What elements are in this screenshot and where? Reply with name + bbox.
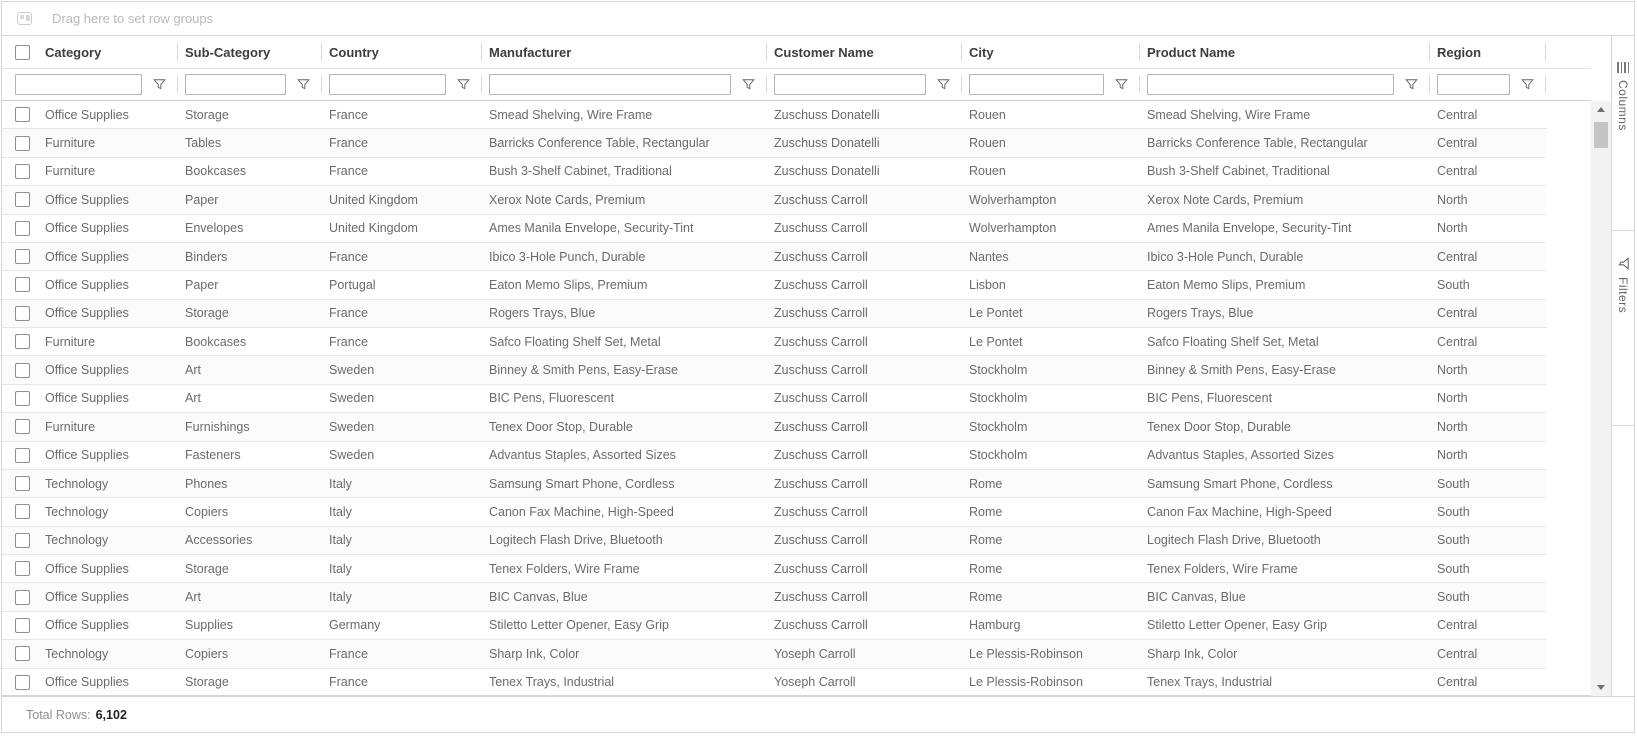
cell-city: Le Pontet — [969, 306, 1023, 321]
cell-customer-name: Yoseph Carroll — [774, 646, 856, 661]
cell-customer-name: Zuschuss Carroll — [774, 533, 868, 548]
cell-category — [2, 334, 178, 349]
filter-cell-sub-category — [178, 69, 322, 100]
floating-filter-row — [2, 69, 1591, 101]
cell-city: Stockholm — [969, 419, 1028, 434]
cell-category — [2, 391, 178, 406]
table-row[interactable] — [2, 583, 1546, 611]
cell-country: Sweden — [329, 419, 375, 434]
scroll-down-button[interactable] — [1591, 679, 1611, 696]
table-row[interactable] — [2, 158, 1546, 186]
cell-category — [2, 448, 178, 463]
cell-city: Hamburg — [969, 618, 1021, 633]
cell-text: Office Supplies — [45, 363, 129, 378]
cell-region: Central — [1437, 334, 1478, 349]
table-row[interactable] — [2, 498, 1546, 526]
cell-country: Germany — [329, 618, 381, 633]
grid-columns-area — [2, 36, 1591, 696]
cell-city: Nantes — [969, 249, 1009, 264]
table-row[interactable] — [2, 215, 1546, 243]
cell-category — [2, 363, 178, 378]
cell-sub-category: Supplies — [185, 618, 233, 633]
cell-city: Le Plessis-Robinson — [969, 675, 1083, 690]
cell-sub-category: Storage — [185, 306, 229, 321]
table-row[interactable] — [2, 243, 1546, 271]
row-checkbox[interactable] — [15, 277, 30, 292]
cell-region: North — [1437, 192, 1468, 207]
cell-customer-name: Zuschuss Donatelli — [774, 164, 880, 179]
table-row[interactable] — [2, 356, 1546, 384]
cell-manufacturer: Safco Floating Shelf Set, Metal — [489, 334, 661, 349]
cell-manufacturer: Stiletto Letter Opener, Easy Grip — [489, 618, 669, 633]
filter-icon — [1617, 257, 1630, 270]
cell-text: Furniture — [45, 334, 96, 349]
cell-manufacturer: Tenex Door Stop, Durable — [489, 419, 633, 434]
cell-manufacturer: Canon Fax Machine, High-Speed — [489, 504, 674, 519]
cell-city: Wolverhampton — [969, 192, 1057, 207]
cell-sub-category: Storage — [185, 675, 229, 690]
table-row[interactable] — [2, 612, 1546, 640]
cell-customer-name: Zuschuss Carroll — [774, 277, 868, 292]
column-header-manufacturer[interactable] — [482, 36, 767, 68]
cell-city: Stockholm — [969, 391, 1028, 406]
filter-funnel-icon[interactable] — [1404, 78, 1418, 92]
cell-text: Furniture — [45, 136, 96, 151]
cell-category — [2, 221, 178, 236]
filter-funnel-icon[interactable] — [456, 78, 470, 92]
cell-sub-category: Fasteners — [185, 448, 241, 463]
cell-region: Central — [1437, 136, 1478, 151]
filter-input-sub-category[interactable] — [185, 74, 286, 95]
cell-category — [2, 618, 178, 633]
cell-region: North — [1437, 391, 1468, 406]
column-label: Manufacturer — [489, 44, 572, 60]
tool-panel-strip — [1611, 36, 1634, 696]
cell-sub-category: Bookcases — [185, 164, 247, 179]
cell-sub-category: Storage — [185, 107, 229, 122]
cell-text: Office Supplies — [45, 448, 129, 463]
scrollbar-thumb[interactable] — [1594, 122, 1608, 148]
cell-customer-name: Zuschuss Carroll — [774, 618, 868, 633]
cell-country: France — [329, 306, 368, 321]
cell-region: South — [1437, 533, 1470, 548]
cell-manufacturer: Samsung Smart Phone, Cordless — [489, 476, 675, 491]
cell-region: North — [1437, 448, 1468, 463]
filter-cell-region — [1430, 69, 1546, 100]
cell-customer-name: Zuschuss Carroll — [774, 391, 868, 406]
cell-product-name: Xerox Note Cards, Premium — [1147, 192, 1304, 207]
filter-funnel-icon[interactable] — [1114, 78, 1128, 92]
cell-sub-category: Storage — [185, 561, 229, 576]
grid-main — [2, 36, 1634, 696]
table-row[interactable] — [2, 328, 1546, 356]
filter-input-country[interactable] — [329, 74, 446, 95]
cell-customer-name: Zuschuss Carroll — [774, 306, 868, 321]
cell-region: Central — [1437, 249, 1478, 264]
cell-category — [2, 419, 178, 434]
cell-country: Italy — [329, 533, 352, 548]
cell-country: France — [329, 675, 368, 690]
cell-category — [2, 533, 178, 548]
cell-text: Office Supplies — [45, 277, 129, 292]
cell-product-name: Safco Floating Shelf Set, Metal — [1147, 334, 1319, 349]
cell-product-name: BIC Pens, Fluorescent — [1147, 391, 1273, 406]
cell-category — [2, 306, 178, 321]
cell-manufacturer: Binney & Smith Pens, Easy-Erase — [489, 363, 678, 378]
cell-manufacturer: BIC Pens, Fluorescent — [489, 391, 615, 406]
row-checkbox[interactable] — [15, 504, 30, 519]
cell-product-name: Binney & Smith Pens, Easy-Erase — [1147, 363, 1336, 378]
cell-text: Technology — [45, 533, 109, 548]
cell-country: Italy — [329, 561, 352, 576]
cell-sub-category: Paper — [185, 192, 219, 207]
cell-customer-name: Zuschuss Carroll — [774, 192, 868, 207]
column-label: Country — [329, 44, 379, 60]
rows-viewport — [2, 101, 1591, 696]
cell-country: France — [329, 136, 368, 151]
cell-text: Furniture — [45, 419, 96, 434]
cell-country: Italy — [329, 504, 352, 519]
row-checkbox[interactable] — [15, 107, 30, 122]
cell-sub-category: Phones — [185, 476, 228, 491]
cell-category — [2, 561, 178, 576]
cell-manufacturer: Logitech Flash Drive, Bluetooth — [489, 533, 663, 548]
cell-city: Rome — [969, 590, 1003, 605]
cell-country: Sweden — [329, 391, 375, 406]
cell-customer-name: Yoseph Carroll — [774, 675, 856, 690]
cell-text: Office Supplies — [45, 675, 129, 690]
row-checkbox[interactable] — [15, 448, 30, 463]
filter-input-product-name[interactable] — [1147, 74, 1394, 95]
cell-customer-name: Zuschuss Carroll — [774, 363, 868, 378]
cell-region: North — [1437, 221, 1468, 236]
cell-category — [2, 136, 178, 151]
cell-product-name: Advantus Staples, Assorted Sizes — [1147, 448, 1334, 463]
row-checkbox[interactable] — [15, 136, 30, 151]
cell-region: North — [1437, 419, 1468, 434]
cell-customer-name: Zuschuss Carroll — [774, 419, 868, 434]
tab-filters-label: Filters — [1616, 277, 1630, 314]
cell-country: France — [329, 107, 368, 122]
cell-region: Central — [1437, 646, 1478, 661]
column-header-customer-name[interactable] — [767, 36, 962, 68]
column-header-region[interactable] — [1430, 36, 1546, 68]
cell-manufacturer: Xerox Note Cards, Premium — [489, 192, 646, 207]
cell-text: Office Supplies — [45, 192, 129, 207]
filter-input-manufacturer[interactable] — [489, 74, 731, 95]
column-label: Sub-Category — [185, 44, 271, 60]
cell-product-name: Canon Fax Machine, High-Speed — [1147, 504, 1332, 519]
cell-text: Technology — [45, 646, 109, 661]
column-label: Category — [45, 44, 102, 60]
cell-text: Office Supplies — [45, 618, 129, 633]
cell-customer-name: Zuschuss Carroll — [774, 504, 868, 519]
column-header-sub-category[interactable] — [178, 36, 322, 68]
cell-manufacturer: Smead Shelving, Wire Frame — [489, 107, 653, 122]
cell-manufacturer: Tenex Folders, Wire Frame — [489, 561, 640, 576]
cell-city: Rome — [969, 476, 1003, 491]
cell-product-name: Logitech Flash Drive, Bluetooth — [1147, 533, 1321, 548]
total-rows-label: Total Rows: — [26, 707, 91, 722]
filter-cell-category — [2, 69, 178, 100]
cell-sub-category: Art — [185, 391, 201, 406]
cell-manufacturer: Sharp Ink, Color — [489, 646, 580, 661]
table-row[interactable] — [2, 555, 1546, 583]
cell-city: Rome — [969, 533, 1003, 548]
column-label: Region — [1437, 44, 1482, 60]
scrollbar-track[interactable] — [1591, 101, 1611, 696]
filter-input-city[interactable] — [969, 74, 1104, 95]
row-checkbox[interactable] — [15, 306, 30, 321]
cell-product-name: Bush 3-Shelf Cabinet, Traditional — [1147, 164, 1330, 179]
column-header-row — [2, 36, 1591, 69]
filter-cell-customer-name — [767, 69, 962, 100]
cell-manufacturer: Tenex Trays, Industrial — [489, 675, 615, 690]
cell-manufacturer: Advantus Staples, Assorted Sizes — [489, 448, 676, 463]
cell-product-name: Tenex Folders, Wire Frame — [1147, 561, 1298, 576]
tab-columns-label: Columns — [1616, 80, 1630, 131]
filter-funnel-icon[interactable] — [741, 78, 755, 92]
cell-product-name: Ames Manila Envelope, Security-Tint — [1147, 221, 1352, 236]
table-row[interactable] — [2, 413, 1546, 441]
row-checkbox[interactable] — [15, 476, 30, 491]
table-row[interactable] — [2, 300, 1546, 328]
column-header-city[interactable] — [962, 36, 1140, 68]
cell-sub-category: Art — [185, 363, 201, 378]
vertical-scrollbar[interactable] — [1591, 36, 1611, 696]
filter-funnel-icon[interactable] — [296, 78, 310, 92]
cell-product-name: Sharp Ink, Color — [1147, 646, 1238, 661]
cell-region: Central — [1437, 618, 1478, 633]
cell-text: Office Supplies — [45, 391, 129, 406]
row-checkbox[interactable] — [15, 164, 30, 179]
cell-product-name: Tenex Door Stop, Durable — [1147, 419, 1291, 434]
cell-product-name: Samsung Smart Phone, Cordless — [1147, 476, 1333, 491]
cell-city: Le Plessis-Robinson — [969, 646, 1083, 661]
cell-manufacturer: Eaton Memo Slips, Premium — [489, 277, 648, 292]
cell-manufacturer: Ames Manila Envelope, Security-Tint — [489, 221, 694, 236]
cell-product-name: Ibico 3-Hole Punch, Durable — [1147, 249, 1304, 264]
filter-funnel-icon[interactable] — [936, 78, 950, 92]
filter-funnel-icon[interactable] — [1520, 78, 1534, 92]
row-checkbox[interactable] — [15, 561, 30, 576]
cell-region: South — [1437, 561, 1470, 576]
cell-country: Sweden — [329, 363, 375, 378]
cell-city: Rouen — [969, 136, 1006, 151]
table-row[interactable] — [2, 640, 1546, 668]
cell-manufacturer: Ibico 3-Hole Punch, Durable — [489, 249, 646, 264]
scroll-down-icon — [1597, 685, 1605, 690]
table-row[interactable] — [2, 470, 1546, 498]
cell-city: Le Pontet — [969, 334, 1023, 349]
cell-country: Italy — [329, 590, 352, 605]
row-group-hint: Drag here to set row groups — [52, 11, 214, 26]
row-checkbox[interactable] — [15, 221, 30, 236]
cell-customer-name: Zuschuss Carroll — [774, 221, 868, 236]
filter-cell-product-name — [1140, 69, 1430, 100]
select-all-checkbox[interactable] — [15, 45, 30, 60]
cell-product-name: BIC Canvas, Blue — [1147, 590, 1246, 605]
cell-category — [2, 164, 178, 179]
tab-columns[interactable] — [1612, 36, 1634, 231]
cell-sub-category: Bookcases — [185, 334, 247, 349]
table-row[interactable] — [2, 186, 1546, 214]
filter-input-customer-name[interactable] — [774, 74, 926, 95]
row-checkbox[interactable] — [15, 590, 30, 605]
cell-product-name: Tenex Trays, Industrial — [1147, 675, 1273, 690]
cell-country: France — [329, 249, 368, 264]
row-checkbox[interactable] — [15, 618, 30, 633]
cell-category — [2, 476, 178, 491]
cell-category — [2, 675, 178, 690]
cell-sub-category: Art — [185, 590, 201, 605]
filter-funnel-icon[interactable] — [152, 78, 166, 92]
cell-sub-category: Binders — [185, 249, 228, 264]
column-label: Customer Name — [774, 44, 874, 60]
cell-country: France — [329, 164, 368, 179]
cell-sub-category: Copiers — [185, 646, 229, 661]
cell-city: Rouen — [969, 164, 1006, 179]
cell-customer-name: Zuschuss Carroll — [774, 590, 868, 605]
column-label: City — [969, 44, 994, 60]
cell-text: Office Supplies — [45, 107, 129, 122]
cell-text: Technology — [45, 504, 109, 519]
table-row[interactable] — [2, 527, 1546, 555]
cell-text: Office Supplies — [45, 306, 129, 321]
table-row[interactable] — [2, 669, 1546, 697]
row-checkbox[interactable] — [15, 391, 30, 406]
cell-text: Office Supplies — [45, 249, 129, 264]
cell-sub-category: Copiers — [185, 504, 229, 519]
cell-country: Sweden — [329, 448, 375, 463]
cell-customer-name: Zuschuss Carroll — [774, 249, 868, 264]
filter-input-region[interactable] — [1437, 74, 1510, 95]
table-row[interactable] — [2, 101, 1546, 129]
cell-customer-name: Zuschuss Carroll — [774, 561, 868, 576]
cell-country: Italy — [329, 476, 352, 491]
cell-product-name: Stiletto Letter Opener, Easy Grip — [1147, 618, 1327, 633]
cell-sub-category: Tables — [185, 136, 222, 151]
cell-customer-name: Zuschuss Donatelli — [774, 107, 880, 122]
cell-category — [2, 107, 178, 122]
cell-customer-name: Zuschuss Carroll — [774, 476, 868, 491]
row-checkbox[interactable] — [15, 675, 30, 690]
cell-country: United Kingdom — [329, 221, 418, 236]
cell-text: Furniture — [45, 164, 96, 179]
cell-region: Central — [1437, 675, 1478, 690]
cell-region: South — [1437, 590, 1470, 605]
column-header-category[interactable] — [2, 36, 178, 68]
cell-category — [2, 504, 178, 519]
columns-icon — [1617, 62, 1629, 73]
cell-product-name: Eaton Memo Slips, Premium — [1147, 277, 1306, 292]
cell-region: North — [1437, 363, 1468, 378]
cell-city: Rome — [969, 561, 1003, 576]
cell-city: Rouen — [969, 107, 1006, 122]
cell-region: South — [1437, 277, 1470, 292]
cell-region: South — [1437, 476, 1470, 491]
row-checkbox[interactable] — [15, 646, 30, 661]
row-checkbox[interactable] — [15, 363, 30, 378]
cell-manufacturer: BIC Canvas, Blue — [489, 590, 588, 605]
cell-city: Stockholm — [969, 363, 1028, 378]
cell-sub-category: Furnishings — [185, 419, 250, 434]
cell-country: United Kingdom — [329, 192, 418, 207]
scroll-up-icon — [1597, 107, 1605, 112]
cell-sub-category: Accessories — [185, 533, 253, 548]
cell-customer-name: Zuschuss Carroll — [774, 334, 868, 349]
cell-text: Technology — [45, 476, 109, 491]
cell-city: Lisbon — [969, 277, 1006, 292]
cell-customer-name: Zuschuss Donatelli — [774, 136, 880, 151]
cell-category — [2, 249, 178, 264]
cell-region: South — [1437, 504, 1470, 519]
cell-city: Wolverhampton — [969, 221, 1057, 236]
cell-region: Central — [1437, 306, 1478, 321]
cell-region: Central — [1437, 164, 1478, 179]
column-label: Product Name — [1147, 44, 1236, 60]
cell-category — [2, 590, 178, 605]
column-header-product-name[interactable] — [1140, 36, 1430, 68]
total-rows-value: 6,102 — [95, 707, 127, 722]
table-row[interactable] — [2, 385, 1546, 413]
table-row[interactable] — [2, 271, 1546, 299]
cell-text: Office Supplies — [45, 561, 129, 576]
row-checkbox[interactable] — [15, 192, 30, 207]
cell-product-name: Barricks Conference Table, Rectangular — [1147, 136, 1368, 151]
cell-manufacturer: Barricks Conference Table, Rectangular — [489, 136, 710, 151]
cell-text: Office Supplies — [45, 590, 129, 605]
cell-manufacturer: Rogers Trays, Blue — [489, 306, 596, 321]
cell-text: Office Supplies — [45, 221, 129, 236]
cell-sub-category: Paper — [185, 277, 219, 292]
filter-cell-manufacturer — [482, 69, 767, 100]
filter-cell-country — [322, 69, 482, 100]
tab-filters[interactable] — [1612, 231, 1634, 426]
cell-category — [2, 646, 178, 661]
scroll-up-button[interactable] — [1591, 101, 1611, 118]
cell-country: France — [329, 334, 368, 349]
cell-sub-category: Envelopes — [185, 221, 244, 236]
cell-manufacturer: Bush 3-Shelf Cabinet, Traditional — [489, 164, 672, 179]
row-group-drop-zone[interactable] — [2, 2, 1634, 36]
cell-customer-name: Zuschuss Carroll — [774, 448, 868, 463]
cell-city: Rome — [969, 504, 1003, 519]
cell-country: Portugal — [329, 277, 376, 292]
row-checkbox[interactable] — [15, 334, 30, 349]
filter-cell-city — [962, 69, 1140, 100]
row-checkbox[interactable] — [15, 533, 30, 548]
cell-region: Central — [1437, 107, 1478, 122]
cell-product-name: Rogers Trays, Blue — [1147, 306, 1254, 321]
cell-country: France — [329, 646, 368, 661]
table-row[interactable] — [2, 442, 1546, 470]
cell-category — [2, 277, 178, 292]
cell-city: Stockholm — [969, 448, 1028, 463]
cell-category — [2, 192, 178, 207]
table-row[interactable] — [2, 129, 1546, 157]
cell-product-name: Smead Shelving, Wire Frame — [1147, 107, 1311, 122]
filter-input-category[interactable] — [15, 74, 142, 95]
data-grid — [1, 1, 1635, 733]
row-groups-icon — [17, 12, 32, 25]
row-checkbox[interactable] — [15, 249, 30, 264]
status-bar — [2, 696, 1634, 732]
row-checkbox[interactable] — [15, 419, 30, 434]
column-header-country[interactable] — [322, 36, 482, 68]
